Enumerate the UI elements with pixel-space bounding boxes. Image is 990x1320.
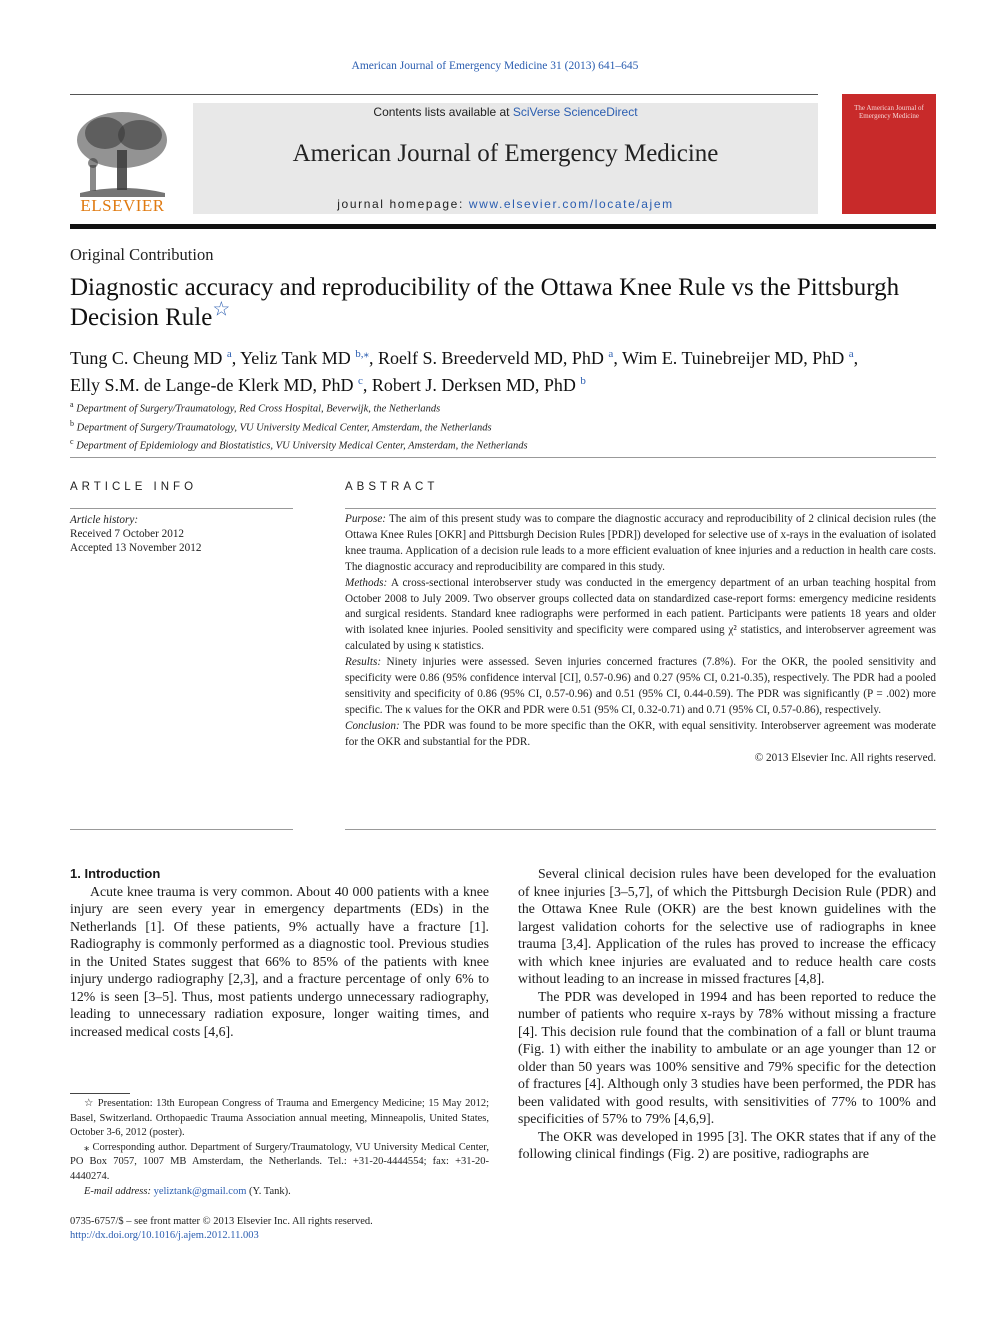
abstract-heading: ABSTRACT [345, 481, 439, 493]
body-paragraph: The OKR was developed in 1995 [3]. The OKR states that if any of the following clinical findings (Fig. 2) are positive, radiographs are [518, 1128, 936, 1161]
author-affiliation-marker[interactable]: c [357, 375, 363, 387]
author-name[interactable]: Yeliz Tank MD [240, 348, 351, 368]
title-footnote-marker[interactable]: ☆ [212, 298, 231, 321]
journal-cover-thumbnail [842, 94, 936, 214]
abstract-copyright: © 2013 Elsevier Inc. All rights reserved. [754, 751, 936, 764]
abstract-conclusion: Conclusion: The PDR was found to be more specific than the OKR, with equal sensitivity. Interobserver agreement was moderate for the OKR and substantial for the PDR. [345, 719, 936, 748]
author-name[interactable]: Robert J. Derksen MD, PhD [371, 375, 576, 395]
divider [70, 508, 293, 509]
divider [345, 508, 936, 509]
divider [70, 829, 293, 830]
author-name[interactable]: Wim E. Tuinebreijer MD, PhD [622, 348, 845, 368]
affiliation-item: $^b$ Department of Surgery/Traumatology, VU University Medical Center, Amsterdam, the Netherlands [70, 418, 492, 433]
section-heading-introduction: 1. Introduction [70, 866, 161, 881]
body-column-right [518, 865, 936, 1163]
footnote-rule [70, 1093, 130, 1094]
author-affiliation-marker[interactable]: b [580, 375, 586, 387]
journal-citation[interactable]: American Journal of Emergency Medicine 31 (2013) 641–645 [351, 60, 639, 72]
body-paragraph: Acute knee trauma is very common. About 40 000 patients with a knee injury are seen every year in emergency departments (EDs) in the Netherlands [1]. Of these patients, 9% actually have a fracture [1]. Radiography is commonly performed as a diagnostic tool. Previous studies in the United States suggest that 66% to 85% of the patients with knee injury undergo radiography [2,3], and a fracture percentage of only 6% to 12% is seen [3–5]. Thus, most patients undergo unnecessary radiography, leading to unnecessary radiation exposure, longer waiting times, and increased medical costs [4,6]. [70, 883, 489, 1039]
body-column-left [70, 865, 489, 1040]
homepage-prefix: journal homepage: [337, 197, 464, 211]
journal-title: American Journal of Emergency Medicine [292, 140, 719, 167]
author-affiliation-marker[interactable]: a [848, 348, 854, 360]
history-label: Article history: [70, 514, 139, 526]
elsevier-logo [70, 105, 175, 215]
cover-title: The American Journal of Emergency Medicine [854, 104, 924, 121]
divider [70, 457, 936, 458]
homepage-link[interactable]: www.elsevier.com/locate/ajem [468, 197, 674, 211]
abstract-body [345, 512, 936, 767]
author-name[interactable]: Roelf S. Breederveld MD, PhD [377, 348, 604, 368]
footnote-corresponding: ⁎ Corresponding author. Department of Surgery/Traumatology, VU University Medical Center, PO Box 7057, 1007 MB Amsterdam, the Netherlands. Tel.: +31-20-4444554; fax: +31-20-4440274. [70, 1141, 490, 1182]
doi-link[interactable]: http://dx.doi.org/10.1016/j.ajem.2012.11.003 [70, 1230, 259, 1241]
front-matter-info [70, 1215, 489, 1243]
author-affiliation-marker[interactable]: b,⁎ [355, 348, 369, 360]
article-title-text: Diagnostic accuracy and reproducibility of the Ottawa Knee Rule vs the Pittsburgh Decision Rule [70, 274, 900, 331]
footnotes [70, 1097, 489, 1199]
header-thick-rule [70, 224, 936, 229]
abstract-methods: Methods: A cross-sectional interobserver study was conducted in the emergency department of an urban teaching hospital from October 2008 to July 2009. Two observer groups collected data on standardized case-report forms: emergency medicine residents and surgical residents. Standard knee radiographs were performed in each patient. Participants were patients 18 years and older with isolated knee injuries. Pooled sensitivity and specificity were compared using χ² statistics, and interobserver agreement was calculated by using κ statistics. [345, 576, 936, 653]
author-affiliation-marker[interactable]: a [226, 348, 232, 360]
article-info-heading: ARTICLE INFO [70, 481, 198, 493]
author-affiliation-marker[interactable]: a [608, 348, 614, 360]
abstract-results: Results: Ninety injuries were assessed. Seven injuries concerned fractures (7.8%). For the OKR, the pooled sensitivity and specificity were 0.86 (95% confidence interval [CI], 0.57-0.96) and 0.27 (95% CI, 0.21-0.35), respectively. The PDR had a pooled sensitivity and specificity of 0.86 (95% CI, 0.57-0.96) and 0.51 (95% CI, 0.44-0.59). The PDR was significantly (P = .002) more specific. The κ values for the OKR and PDR were 0.51 (95% CI, 0.32-0.71) and 0.71 (95% CI, 0.57-0.86), respectively. [345, 656, 936, 716]
body-paragraph: Several clinical decision rules have been developed for the evaluation of knee injuries [3–5,7], of which the Pittsburgh Decision Rule (PDR) and the Ottawa Knee Rule (OKR) are the best known guidelines with the largest validation cohorts for the selective use of radiographs in knee trauma [3,4]. Application of the rules has proved to increase the efficacy with which knee injuries are evaluated and to reduce health care costs without leading to an increase in missed fractures [4,8]. [518, 866, 936, 986]
author-name[interactable]: Tung C. Cheung MD [70, 348, 223, 368]
contents-prefix: Contents lists available at [373, 105, 510, 119]
affiliation-item: $^a$ Department of Surgery/Traumatology, Red Cross Hospital, Beverwijk, the Netherlands [70, 400, 441, 415]
contents-line [193, 105, 818, 119]
article-title [70, 273, 940, 333]
publisher-logo-text: ELSEVIER [80, 196, 165, 215]
abstract-purpose: Purpose: The aim of this present study was to compare the diagnostic accuracy and reproducibility of 2 clinical decision rules (the Ottawa Knee Rules [OKR] and Pittsburgh Decision Rules [PDR]) developed for selective use of x-rays in the evaluation of isolated knee trauma. Application of a decision rule leads to a more efficient evaluation of knee injuries and a reduction in health care costs. The diagnostic accuracy and reproducibility are compared in this study. [345, 513, 936, 573]
article-section-type: Original Contribution [70, 245, 214, 264]
author-name[interactable]: Elly S.M. de Lange-de Klerk MD, PhD [70, 375, 354, 395]
accepted-date: Accepted 13 November 2012 [70, 542, 202, 554]
received-date: Received 7 October 2012 [70, 528, 185, 540]
footnote-presentation: ☆ Presentation: 13th European Congress of Trauma and Emergency Medicine; 15 May 2012; Basel, Switzerland. Orthopaedic Trauma Association annual meeting, Minneapolis, United States, October 3-6, 2012 (poster). [70, 1098, 489, 1139]
journal-homepage [193, 197, 818, 211]
affiliation-item: $^c$ Department of Epidemiology and Biostatistics, VU University Medical Center, Amsterdam, the Netherlands [70, 437, 528, 452]
header-rule [70, 94, 818, 95]
body-paragraph: The PDR was developed in 1994 and has been reported to reduce the number of patients who require x-rays by 78% without missing a fracture [4]. This decision rule found that the combination of a fall or blunt trauma (Fig. 1) with either the inability to ambulate or an age younger than 12 or older than 50 years was 100% sensitive and 79% specific for the detection of fractures [4]. Although only 3 studies have been performed, the PDR has been validated with good results, with sensitivities of 77% to 100% and specificities of 57% to 79% [4,6,9]. [518, 988, 936, 1126]
issn-line: 0735-6757/$ – see front matter © 2013 Elsevier Inc. All rights reserved. [70, 1216, 373, 1227]
author-list: Tung C. Cheung MD $^a$, Yeliz Tank MD $^{b,⁎}$, Roelf S. Breederveld MD, PhD $^a$, Wim E. Tuinebreijer MD, PhD $^a$, Elly S.M. de Lange-de Klerk MD, PhD $^c$, Robert J. Derksen MD, PhD $^b$ [70, 348, 859, 395]
divider [345, 829, 936, 830]
email-link[interactable]: yeliztank@gmail.com [153, 1185, 247, 1197]
article-history [70, 513, 293, 555]
affiliation-list [70, 398, 940, 454]
sciencedirect-link[interactable]: SciVerse ScienceDirect [512, 105, 638, 119]
footnote-email: E-mail address: yeliztank@gmail.com (Y. Tank). [84, 1185, 291, 1197]
